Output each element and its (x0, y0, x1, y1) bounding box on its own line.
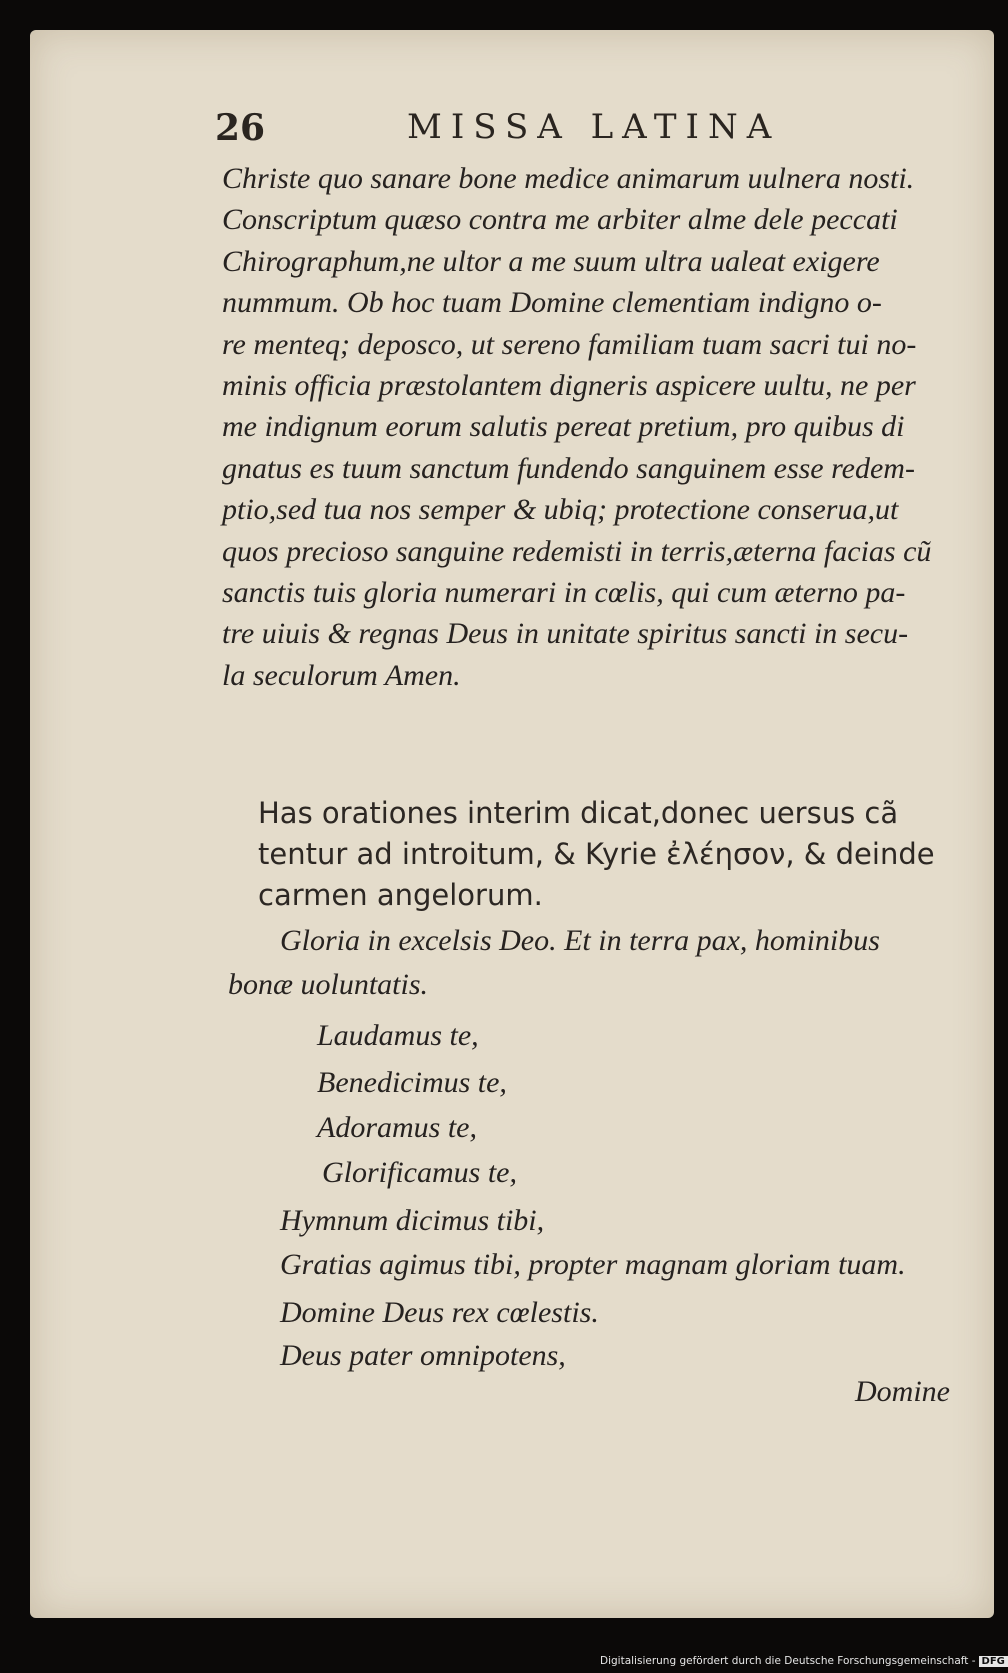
text-line: gnatus es tuum sanctum fundendo sanguinem esse redem- (222, 451, 915, 485)
text-line: Chirographum,ne ultor a me suum ultra ualeat exigere (222, 244, 880, 278)
text-line: la seculorum Amen. (222, 658, 461, 692)
dfg-logo: DFG (979, 1656, 1008, 1667)
gloria-line: Gratias agimus tibi, propter magnam gloriam tuam. (280, 1248, 906, 1281)
gloria-line: Domine Deus rex cœlestis. (280, 1296, 599, 1329)
rubric-line: carmen angelorum. (258, 878, 543, 912)
gloria-line: Benedicimus te, (317, 1066, 507, 1099)
footer-text: Digitalisierung gefördert durch die Deutsche Forschungsgemeinschaft - (600, 1655, 976, 1667)
text-line: minis officia præstolantem digneris aspicere uultu, ne per (222, 368, 916, 402)
gloria-line: Glorificamus te, (322, 1156, 517, 1189)
gloria-line: Gloria in excelsis Deo. Et in terra pax, hominibus (280, 924, 880, 957)
rubric-line: Has orationes interim dicat,donec uersus cã (258, 796, 899, 830)
gloria-line: Adoramus te, (317, 1111, 477, 1144)
gloria-line: Hymnum dicimus tibi, (280, 1204, 545, 1237)
text-line: re menteq; deposco, ut sereno familiam tuam sacri tui no- (222, 327, 917, 361)
text-line: Christe quo sanare bone medice animarum uulnera nosti. (222, 162, 915, 195)
text-line: quos precioso sanguine redemisti in terris,æterna facias cũ (222, 534, 932, 568)
text-line: ptio,sed tua nos semper & ubiq; protectione conserua,ut (222, 493, 899, 527)
book-title: MISSA LATINA (407, 107, 781, 147)
running-head (215, 107, 975, 155)
text-line: sanctis tuis gloria numerari in cœlis, qui cum æterno pa- (222, 575, 906, 609)
catchword: Domine (855, 1375, 950, 1408)
rubric-text (258, 793, 972, 916)
text-line: me indignum eorum salutis pereat pretium, pro quibus di (222, 410, 905, 444)
gloria-line: Laudamus te, (317, 1019, 479, 1052)
text-line: Conscriptum quæso contra me arbiter alme dele peccati (222, 203, 898, 237)
prayer-text (222, 158, 968, 696)
gloria-line: bonæ uoluntatis. (228, 968, 429, 1001)
rubric-line: tentur ad introitum, & Kyrie ἐλέησον, & deinde (258, 837, 935, 871)
gloria-line: Deus pater omnipotens, (280, 1339, 566, 1372)
digitization-footer (600, 1655, 1005, 1671)
text-line: tre uiuis & regnas Deus in unitate spiritus sancti in secu- (222, 617, 909, 651)
text-line: nummum. Ob hoc tuam Domine clementiam indigno o- (222, 286, 882, 320)
page-number: 26 (215, 107, 266, 149)
